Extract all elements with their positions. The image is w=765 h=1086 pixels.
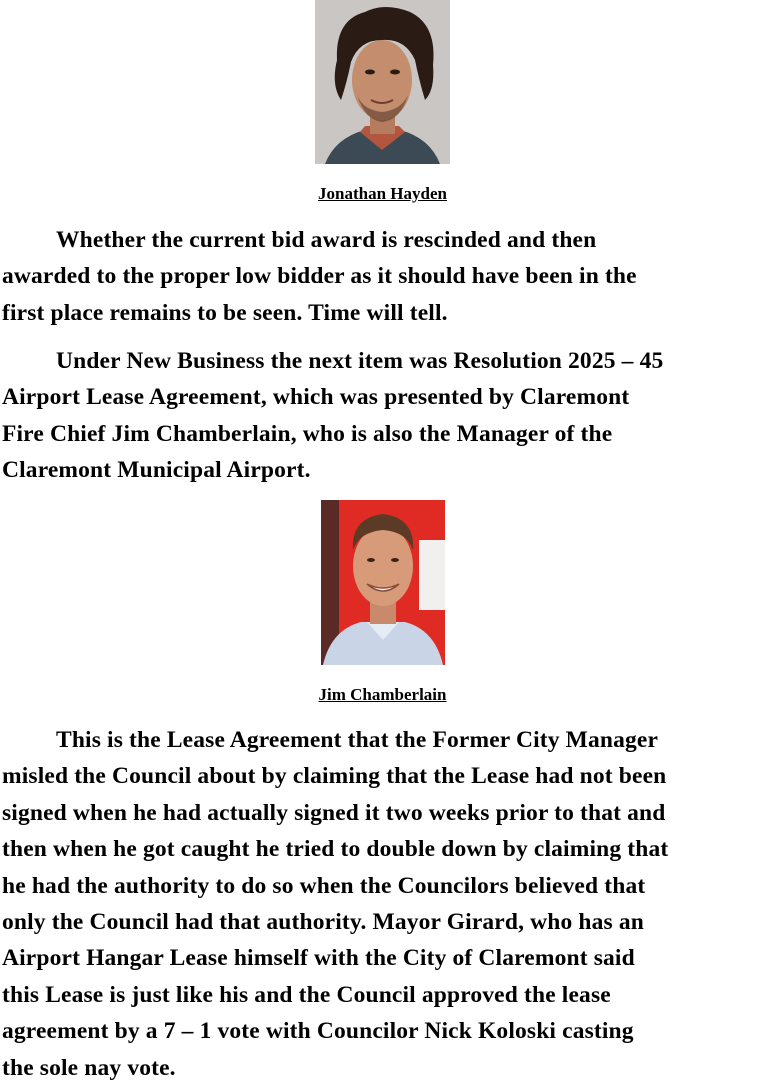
paragraph-3-line: signed when he had actually signed it two weeks prior to that and	[2, 799, 666, 826]
paragraph-3-line: this Lease is just like his and the Council approved the lease	[2, 981, 611, 1008]
photo-caption-1: Jonathan Hayden	[318, 184, 447, 203]
paragraph-2	[2, 343, 764, 489]
paragraph-2-line: Airport Lease Agreement, which was presented by Claremont	[2, 384, 630, 411]
paragraph-3	[2, 722, 764, 1086]
photo-jim-chamberlain-container	[0, 500, 765, 665]
paragraph-1-line: Whether the current bid award is rescinded and then	[56, 227, 597, 253]
paragraph-2-line: Fire Chief Jim Chamberlain, who is also the Manager of the	[2, 420, 613, 447]
photo-jonathan-hayden-container	[0, 0, 765, 164]
paragraph-3-line: misled the Council about by claiming that the Lease had not been	[2, 763, 667, 790]
paragraph-3-line: This is the Lease Agreement that the Former City Manager	[56, 727, 659, 753]
paragraph-3-line: he had the authority to do so when the Councilors believed that	[2, 872, 646, 899]
paragraph-2-line: Under New Business the next item was Resolution 2025 – 45	[56, 348, 664, 374]
paragraph-3-line: the sole nay vote.	[2, 1054, 176, 1081]
paragraph-1	[2, 222, 764, 331]
photo-jonathan-hayden	[315, 0, 450, 164]
paragraph-1-line: awarded to the proper low bidder as it should have been in the	[2, 263, 637, 290]
photo-jim-chamberlain	[321, 500, 445, 665]
paragraph-3-line: then when he got caught he tried to double down by claiming that	[2, 836, 669, 863]
paragraph-3-line: Airport Hangar Lease himself with the City of Claremont said	[2, 945, 635, 972]
paragraph-2-line: Claremont Municipal Airport.	[2, 457, 311, 484]
paragraph-1-line: first place remains to be seen. Time will tell.	[2, 299, 448, 326]
paragraph-3-line: agreement by a 7 – 1 vote with Councilor Nick Koloski casting	[2, 1018, 634, 1045]
photo-caption-2: Jim Chamberlain	[318, 685, 447, 704]
paragraph-3-line: only the Council had that authority. Mayor Girard, who has an	[2, 909, 644, 936]
